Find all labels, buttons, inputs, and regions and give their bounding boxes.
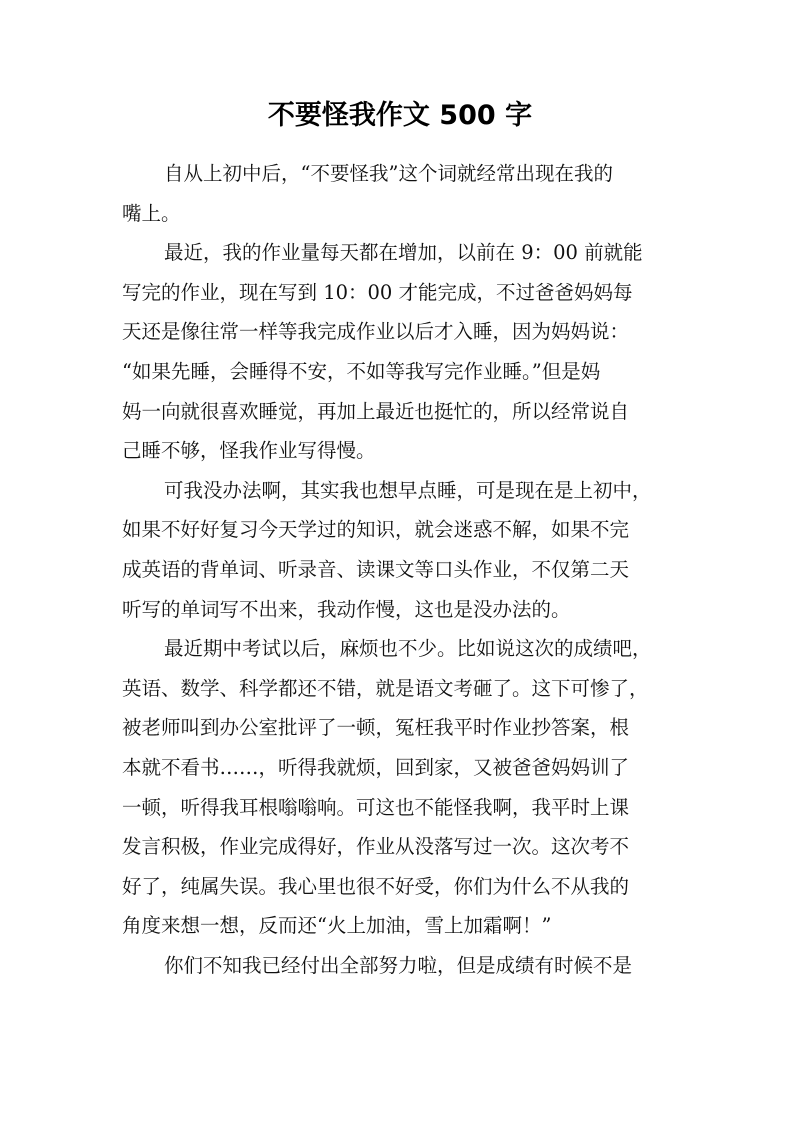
paragraph-line: 成英语的背单词、听录音、读课文等口头作业，不仅第二天 bbox=[122, 557, 630, 581]
paragraph-line: 己睡不够，怪我作业写得慢。 bbox=[122, 439, 376, 463]
paragraph-line: 天还是像往常一样等我完成作业以后才入睡，因为妈妈说： bbox=[122, 320, 630, 344]
paragraph-line: 你们不知我已经付出全部努力啦，但是成绩有时候不是 bbox=[164, 953, 633, 977]
paragraph-line: 一顿，听得我耳根嗡嗡响。可这也不能怪我啊，我平时上课 bbox=[122, 795, 630, 819]
paragraph bbox=[122, 946, 682, 986]
paragraph-line: 嘴上。 bbox=[122, 201, 181, 225]
paragraph bbox=[122, 233, 682, 471]
document-title: 不要怪我作文 500 字 bbox=[267, 100, 533, 131]
paragraph-line: 英语、数学、科学都还不错，就是语文考砸了。这下可惨了， bbox=[122, 676, 649, 700]
paragraph-line: 妈一向就很喜欢睡觉，再加上最近也挺忙的，所以经常说自 bbox=[122, 399, 630, 423]
paragraph-line: 好了，纯属失误。我心里也很不好受，你们为什么不从我的 bbox=[122, 874, 630, 898]
paragraph bbox=[122, 471, 682, 629]
paragraph-line: 最近，我的作业量每天都在增加，以前在 9：00 前就能 bbox=[164, 241, 643, 265]
paragraph-line: 如果不好好复习今天学过的知识，就会迷惑不解，如果不完 bbox=[122, 518, 630, 542]
paragraph-line: 角度来想一想，反而还“火上加油，雪上加霜啊！” bbox=[122, 914, 552, 938]
paragraph bbox=[122, 629, 682, 946]
document-body bbox=[122, 154, 682, 985]
paragraph-line: 自从上初中后，“不要怪我”这个词就经常出现在我的 bbox=[164, 162, 613, 185]
paragraph-line: 写完的作业，现在写到 10：00 才能完成，不过爸爸妈妈每 bbox=[122, 280, 633, 304]
paragraph-line: 本就不看书……，听得我就烦，回到家，又被爸爸妈妈训了 bbox=[122, 755, 630, 779]
paragraph-line: 被老师叫到办公室批评了一顿，冤枉我平时作业抄答案，根 bbox=[122, 716, 630, 740]
paragraph-line: 听写的单词写不出来，我动作慢，这也是没办法的。 bbox=[122, 597, 571, 621]
paragraph-line: 发言积极，作业完成得好，作业从没落写过一次。这次考不 bbox=[122, 835, 630, 859]
paragraph bbox=[122, 154, 682, 233]
paragraph-line: 最近期中考试以后，麻烦也不少。比如说这次的成绩吧， bbox=[164, 637, 652, 661]
paragraph-line: “如果先睡，会睡得不安，不如等我写完作业睡。”但是妈 bbox=[122, 359, 601, 383]
paragraph-line: 可我没办法啊，其实我也想早点睡，可是现在是上初中， bbox=[164, 478, 652, 502]
